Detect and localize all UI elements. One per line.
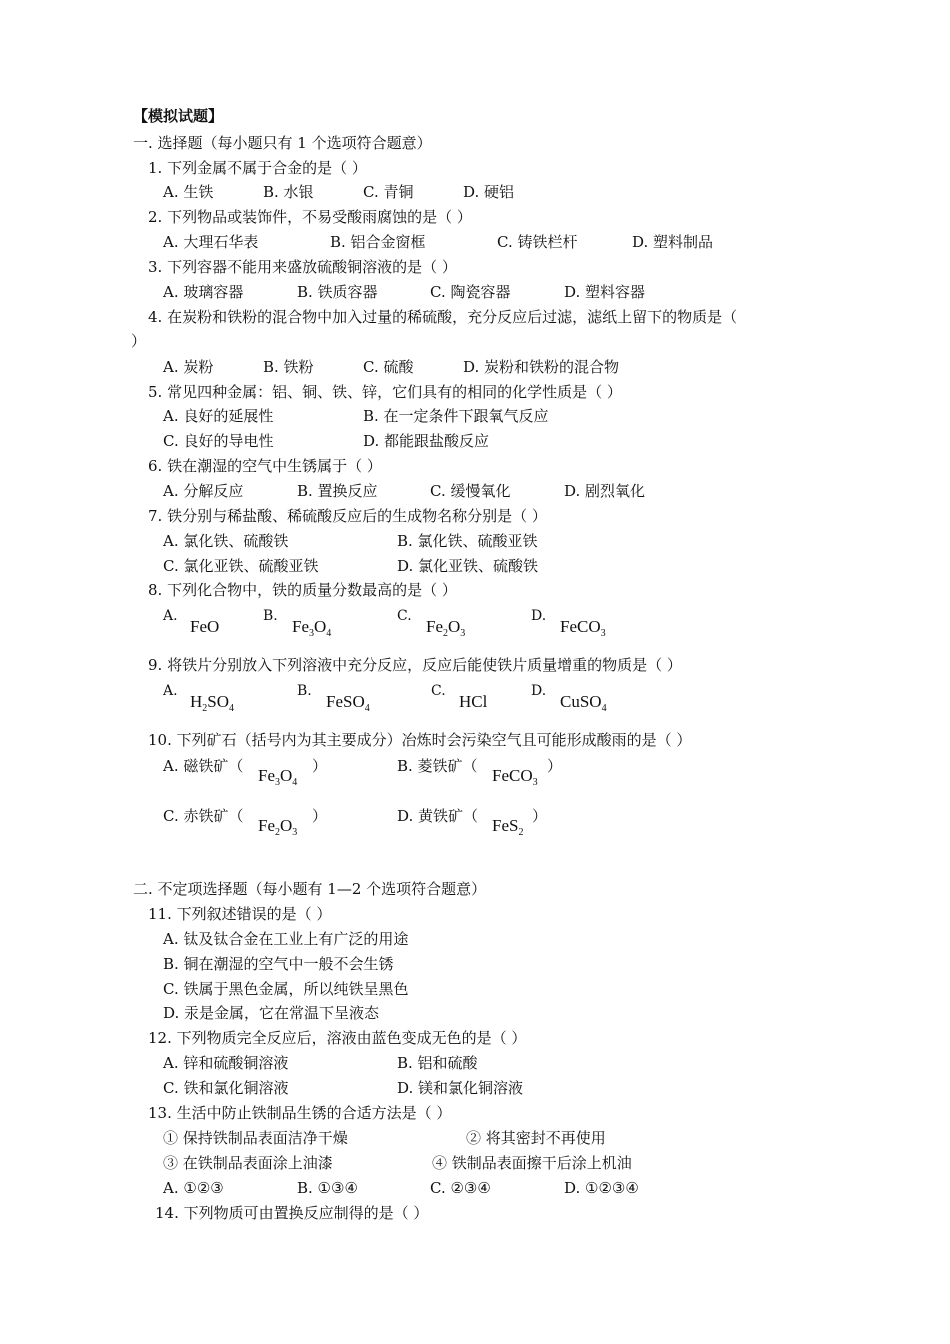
q8-formula-a: FeO — [190, 617, 220, 636]
q1-option-d: D. 硬铝 — [463, 183, 515, 201]
q3-option-a: A. 玻璃容器 — [163, 283, 244, 301]
q1-option-c: C. 青铜 — [363, 183, 414, 201]
question-3-stem: 3. 下列容器不能用来盛放硫酸铜溶液的是（ ） — [148, 258, 457, 276]
q8-option-a-label: A. — [163, 608, 178, 624]
q11-option-a: A. 钛及钛合金在工业上有广泛的用途 — [163, 930, 409, 948]
q6-option-b: B. 置换反应 — [297, 482, 378, 500]
q5-option-a: A. 良好的延展性 — [163, 407, 274, 425]
q12-option-a: A. 锌和硫酸铜溶液 — [163, 1054, 289, 1072]
q7-option-d: D. 氯化亚铁、硫酸铁 — [397, 557, 539, 575]
question-12-stem: 12. 下列物质完全反应后，溶液由蓝色变成无色的是（ ） — [148, 1029, 527, 1047]
q8-formula-b: $Fe_3O_4$ — [292, 617, 332, 639]
q9-formula-d: CuSO$_4$ — [560, 692, 607, 714]
q4-option-c: C. 硫酸 — [363, 358, 414, 376]
q4-option-a: A. 炭粉 — [163, 358, 214, 376]
q1-option-a: A. 生铁 — [163, 183, 214, 201]
q10-option-d: D. 黄铁矿（ — [397, 807, 479, 825]
q12-option-c: C. 铁和氯化铜溶液 — [163, 1079, 289, 1097]
q13-statement-3: ③ 在铁制品表面涂上油漆 — [163, 1154, 333, 1172]
q13-statement-4: ④ 铁制品表面擦干后涂上机油 — [432, 1154, 632, 1172]
q3-option-c: C. 陶瓷容器 — [430, 283, 511, 301]
q13-option-b: B. ①③④ — [297, 1179, 358, 1197]
q6-option-c: C. 缓慢氧化 — [430, 482, 511, 500]
q3-option-d: D. 塑料容器 — [564, 283, 646, 301]
q6-option-a: A. 分解反应 — [163, 482, 244, 500]
q11-option-c: C. 铁属于黑色金属，所以纯铁呈黑色 — [163, 980, 409, 998]
q10-formula-a: $Fe_3O_4$ — [258, 766, 298, 788]
q10-option-a: A. 磁铁矿（ — [163, 757, 244, 775]
question-10-stem: 10. 下列矿石（括号内为其主要成分）冶炼时会污染空气且可能形成酸雨的是（ ） — [148, 731, 692, 749]
question-9-stem: 9. 将铁片分别放入下列溶液中充分反应，反应后能使铁片质量增重的物质是（ ） — [148, 656, 682, 674]
q13-option-d: D. ①②③④ — [564, 1179, 639, 1197]
q10-formula-d: FeS$_2$ — [492, 816, 524, 838]
q2-option-b: B. 铝合金窗框 — [330, 233, 426, 251]
q8-option-b-label: B. — [263, 608, 278, 624]
q11-option-b: B. 铜在潮湿的空气中一般不会生锈 — [163, 955, 394, 973]
question-2-stem: 2. 下列物品或装饰件，不易受酸雨腐蚀的是（ ） — [148, 208, 472, 226]
q9-option-c-label: C. — [431, 683, 446, 699]
q5-option-d: D. 都能跟盐酸反应 — [363, 432, 490, 450]
question-13-stem: 13. 生活中防止铁制品生锈的合适方法是（ ） — [148, 1104, 452, 1122]
question-7-stem: 7. 铁分别与稀盐酸、稀硫酸反应后的生成物名称分别是（ ） — [148, 507, 547, 525]
q7-option-c: C. 氯化亚铁、硫酸亚铁 — [163, 557, 319, 575]
q10-option-a-close: ） — [312, 757, 328, 775]
q5-option-b: B. 在一定条件下跟氧气反应 — [363, 407, 549, 425]
question-8-stem: 8. 下列化合物中，铁的质量分数最高的是（ ） — [148, 581, 457, 599]
q9-option-d-label: D. — [531, 683, 547, 699]
q1-option-b: B. 水银 — [263, 183, 314, 201]
question-1-stem: 1. 下列金属不属于合金的是（ ） — [148, 159, 367, 177]
section-1-heading: 一. 选择题（每小题只有 1 个选项符合题意） — [133, 134, 432, 152]
question-11-stem: 11. 下列叙述错误的是（ ） — [148, 905, 332, 923]
q10-option-b: B. 菱铁矿（ — [397, 757, 478, 775]
q9-formula-a: $H_2SO_4$ — [190, 692, 235, 714]
q11-option-d: D. 汞是金属，它在常温下呈液态 — [163, 1004, 380, 1022]
q9-formula-c: HCl — [459, 692, 488, 711]
q5-option-c: C. 良好的导电性 — [163, 432, 274, 450]
q2-option-d: D. 塑料制品 — [632, 233, 714, 251]
q8-option-c-label: C. — [397, 608, 412, 624]
q3-option-b: B. 铁质容器 — [297, 283, 378, 301]
q13-statement-1: ① 保持铁制品表面洁净干燥 — [163, 1129, 348, 1147]
q13-option-a: A. ①②③ — [163, 1179, 224, 1197]
q10-option-c-close: ） — [312, 807, 328, 825]
q4-option-b: B. 铁粉 — [263, 358, 314, 376]
section-2-heading: 二. 不定项选择题（每小题有 1—2 个选项符合题意） — [133, 880, 487, 898]
q9-option-a-label: A. — [163, 683, 178, 699]
q2-option-a: A. 大理石华表 — [163, 233, 259, 251]
q13-option-c: C. ②③④ — [430, 1179, 491, 1197]
question-5-stem: 5. 常见四种金属：铝、铜、铁、锌，它们具有的相同的化学性质是（ ） — [148, 383, 622, 401]
q9-option-b-label: B. — [297, 683, 312, 699]
q9-formula-b: FeSO$_4$ — [326, 692, 370, 714]
q2-option-c: C. 铸铁栏杆 — [497, 233, 578, 251]
question-6-stem: 6. 铁在潮湿的空气中生锈属于（ ） — [148, 457, 382, 475]
question-4-stem: 4. 在炭粉和铁粉的混合物中加入过量的稀硫酸，充分反应后过滤，滤纸上留下的物质是（ — [148, 308, 738, 326]
q8-formula-c: $Fe_2O_3$ — [426, 617, 466, 639]
q7-option-a: A. 氯化铁、硫酸铁 — [163, 532, 289, 550]
q8-option-d-label: D. — [531, 608, 547, 624]
q13-statement-2: ② 将其密封不再使用 — [466, 1129, 606, 1147]
q12-option-d: D. 镁和氯化铜溶液 — [397, 1079, 524, 1097]
q10-option-d-close: ） — [532, 807, 548, 825]
question-4-stem-end: ） — [131, 332, 147, 350]
q12-option-b: B. 铝和硫酸 — [397, 1054, 478, 1072]
q6-option-d: D. 剧烈氧化 — [564, 482, 646, 500]
q4-option-d: D. 炭粉和铁粉的混合物 — [463, 358, 620, 376]
q7-option-b: B. 氯化铁、硫酸亚铁 — [397, 532, 538, 550]
q10-formula-c: $Fe_2O_3$ — [258, 816, 298, 838]
question-14-stem: 14. 下列物质可由置换反应制得的是（ ） — [155, 1204, 429, 1222]
q8-formula-d: FeCO$_3$ — [560, 617, 606, 639]
page-title: 【模拟试题】 — [133, 107, 224, 125]
q10-option-b-close: ） — [547, 757, 563, 775]
q10-formula-b: FeCO$_3$ — [492, 766, 538, 788]
q10-option-c: C. 赤铁矿（ — [163, 807, 244, 825]
